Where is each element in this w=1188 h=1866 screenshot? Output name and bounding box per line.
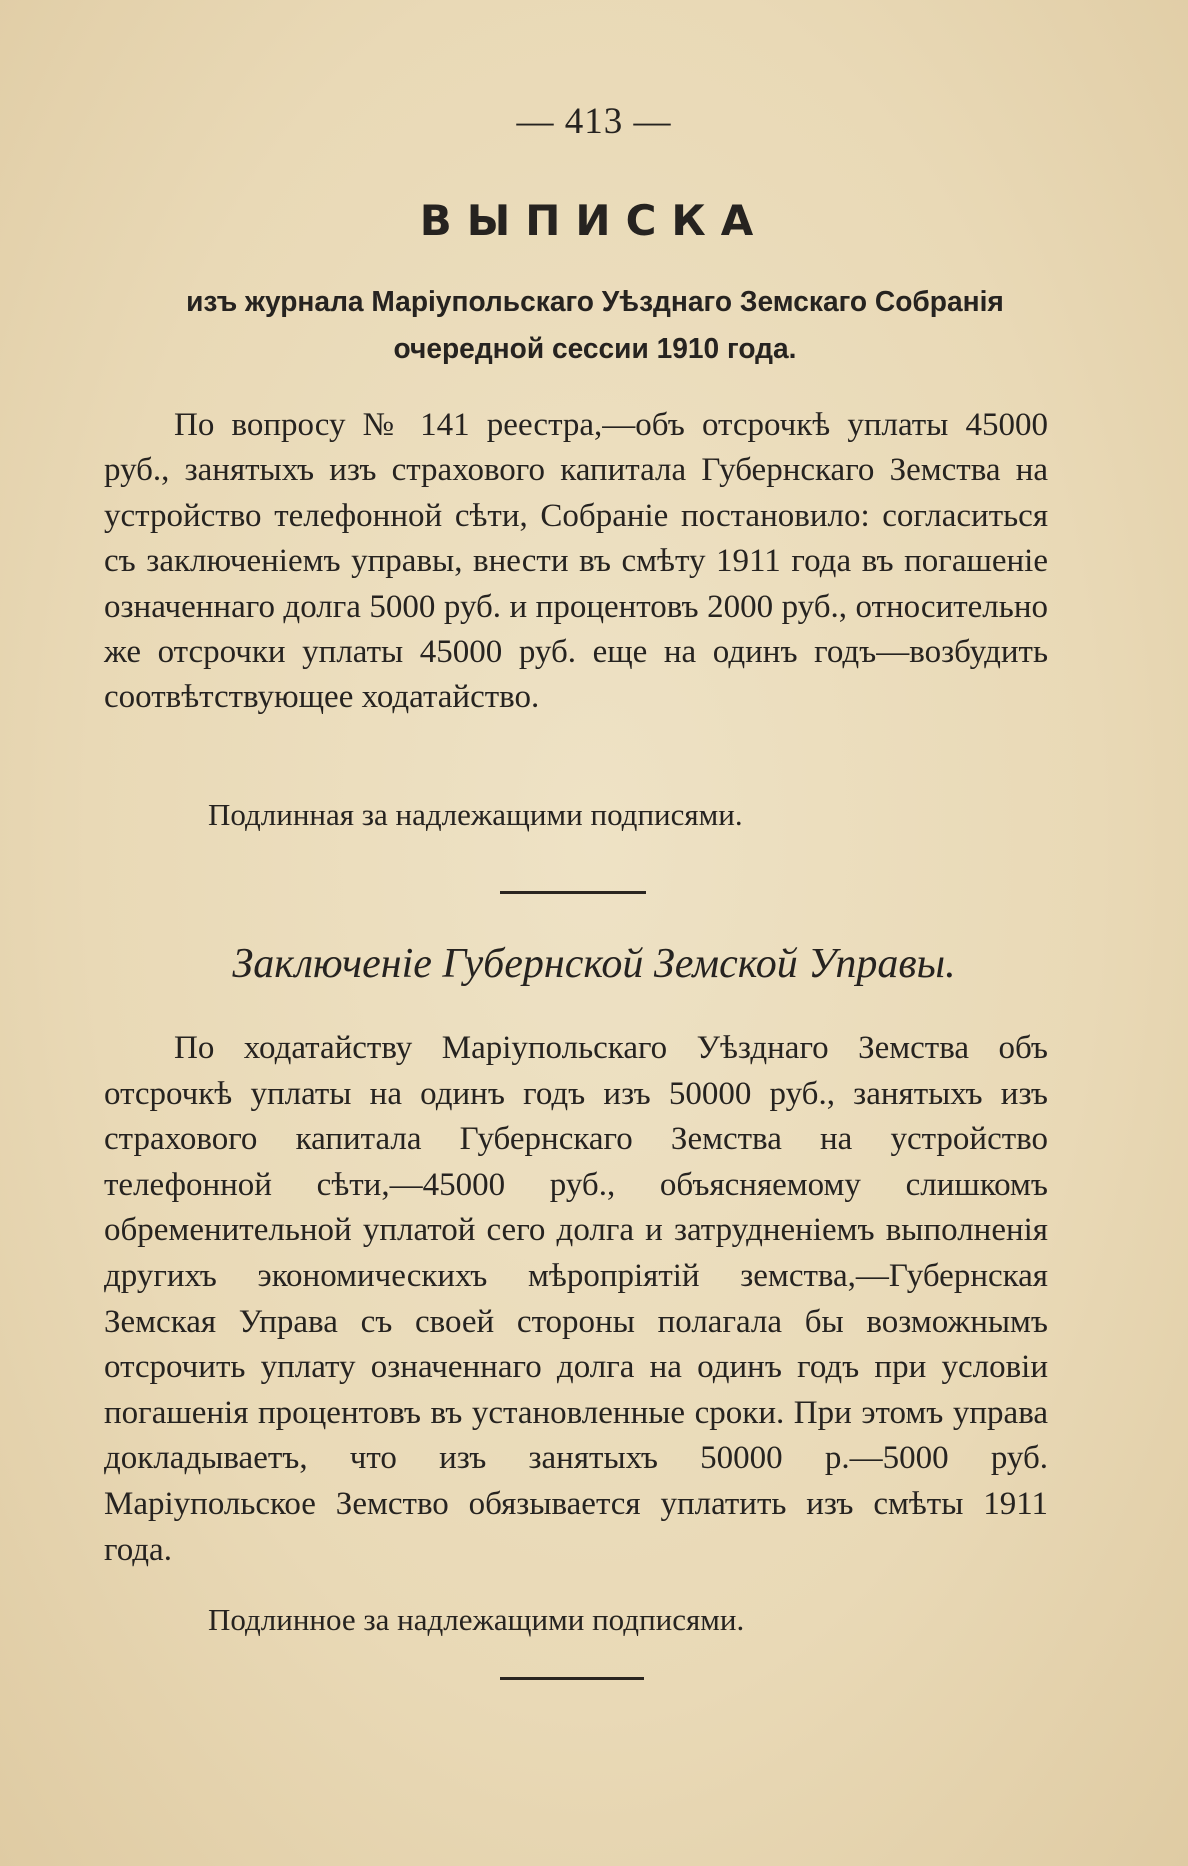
document-title: ВЫПИСКА [419, 196, 769, 245]
conclusion-paragraph: По ходатайству Маріупольскаго Уѣзднаго Земства объ отсрочкѣ уплаты на одинъ годъ изъ 50000 руб., занятыхъ изъ страхового капитала Губернскаго Земства на устройство телефонной сѣти,—45000 руб., объясняемому слишкомъ обременительной уплатой сего долга и затрудненіемъ выполненія другихъ экономическихъ мѣропріятій земства,—Губернская Земская Управа съ своей стороны полагала бы возможнымъ отсрочить уплату означеннаго долга на одинъ годъ при условіи погашенія процентовъ въ установленные сроки. При этомъ управа докладываетъ, что изъ занятыхъ 50000 р.—5000 руб. Маріупольское Земство обязывается уплатить изъ смѣты 1911 года. [104, 1030, 1048, 1568]
conclusion-signature-note: Подлинное за надлежащими подписями. [208, 1602, 745, 1637]
section-divider [500, 891, 646, 894]
end-divider [500, 1677, 644, 1680]
subtitle-line-2: очередной сессии 1910 года. [393, 333, 797, 365]
page-number: — 413 — [516, 101, 672, 142]
conclusion-heading: Заключеніе Губернской Земской Управы. [232, 941, 956, 987]
extract-signature-note: Подлинная за надлежащими подписями. [208, 797, 743, 832]
extract-paragraph: По вопросу № 141 реестра,—объ отсрочкѣ уплаты 45000 руб., занятыхъ изъ страхового капитала Губернскаго Земства на устройство телефонной сѣти, Собраніе постановило: согласиться съ заключеніемъ управы, внести въ смѣту 1911 года въ погашеніе означеннаго долга 5000 руб. и процентовъ 2000 руб., относительно же отсрочки уплаты 45000 руб. еще на одинъ годъ—возбудить соотвѣтствующее ходатайство. [104, 407, 1048, 716]
subtitle-line-1: изъ журнала Маріупольскаго Уѣзднаго Земскаго Собранія [186, 286, 1004, 318]
